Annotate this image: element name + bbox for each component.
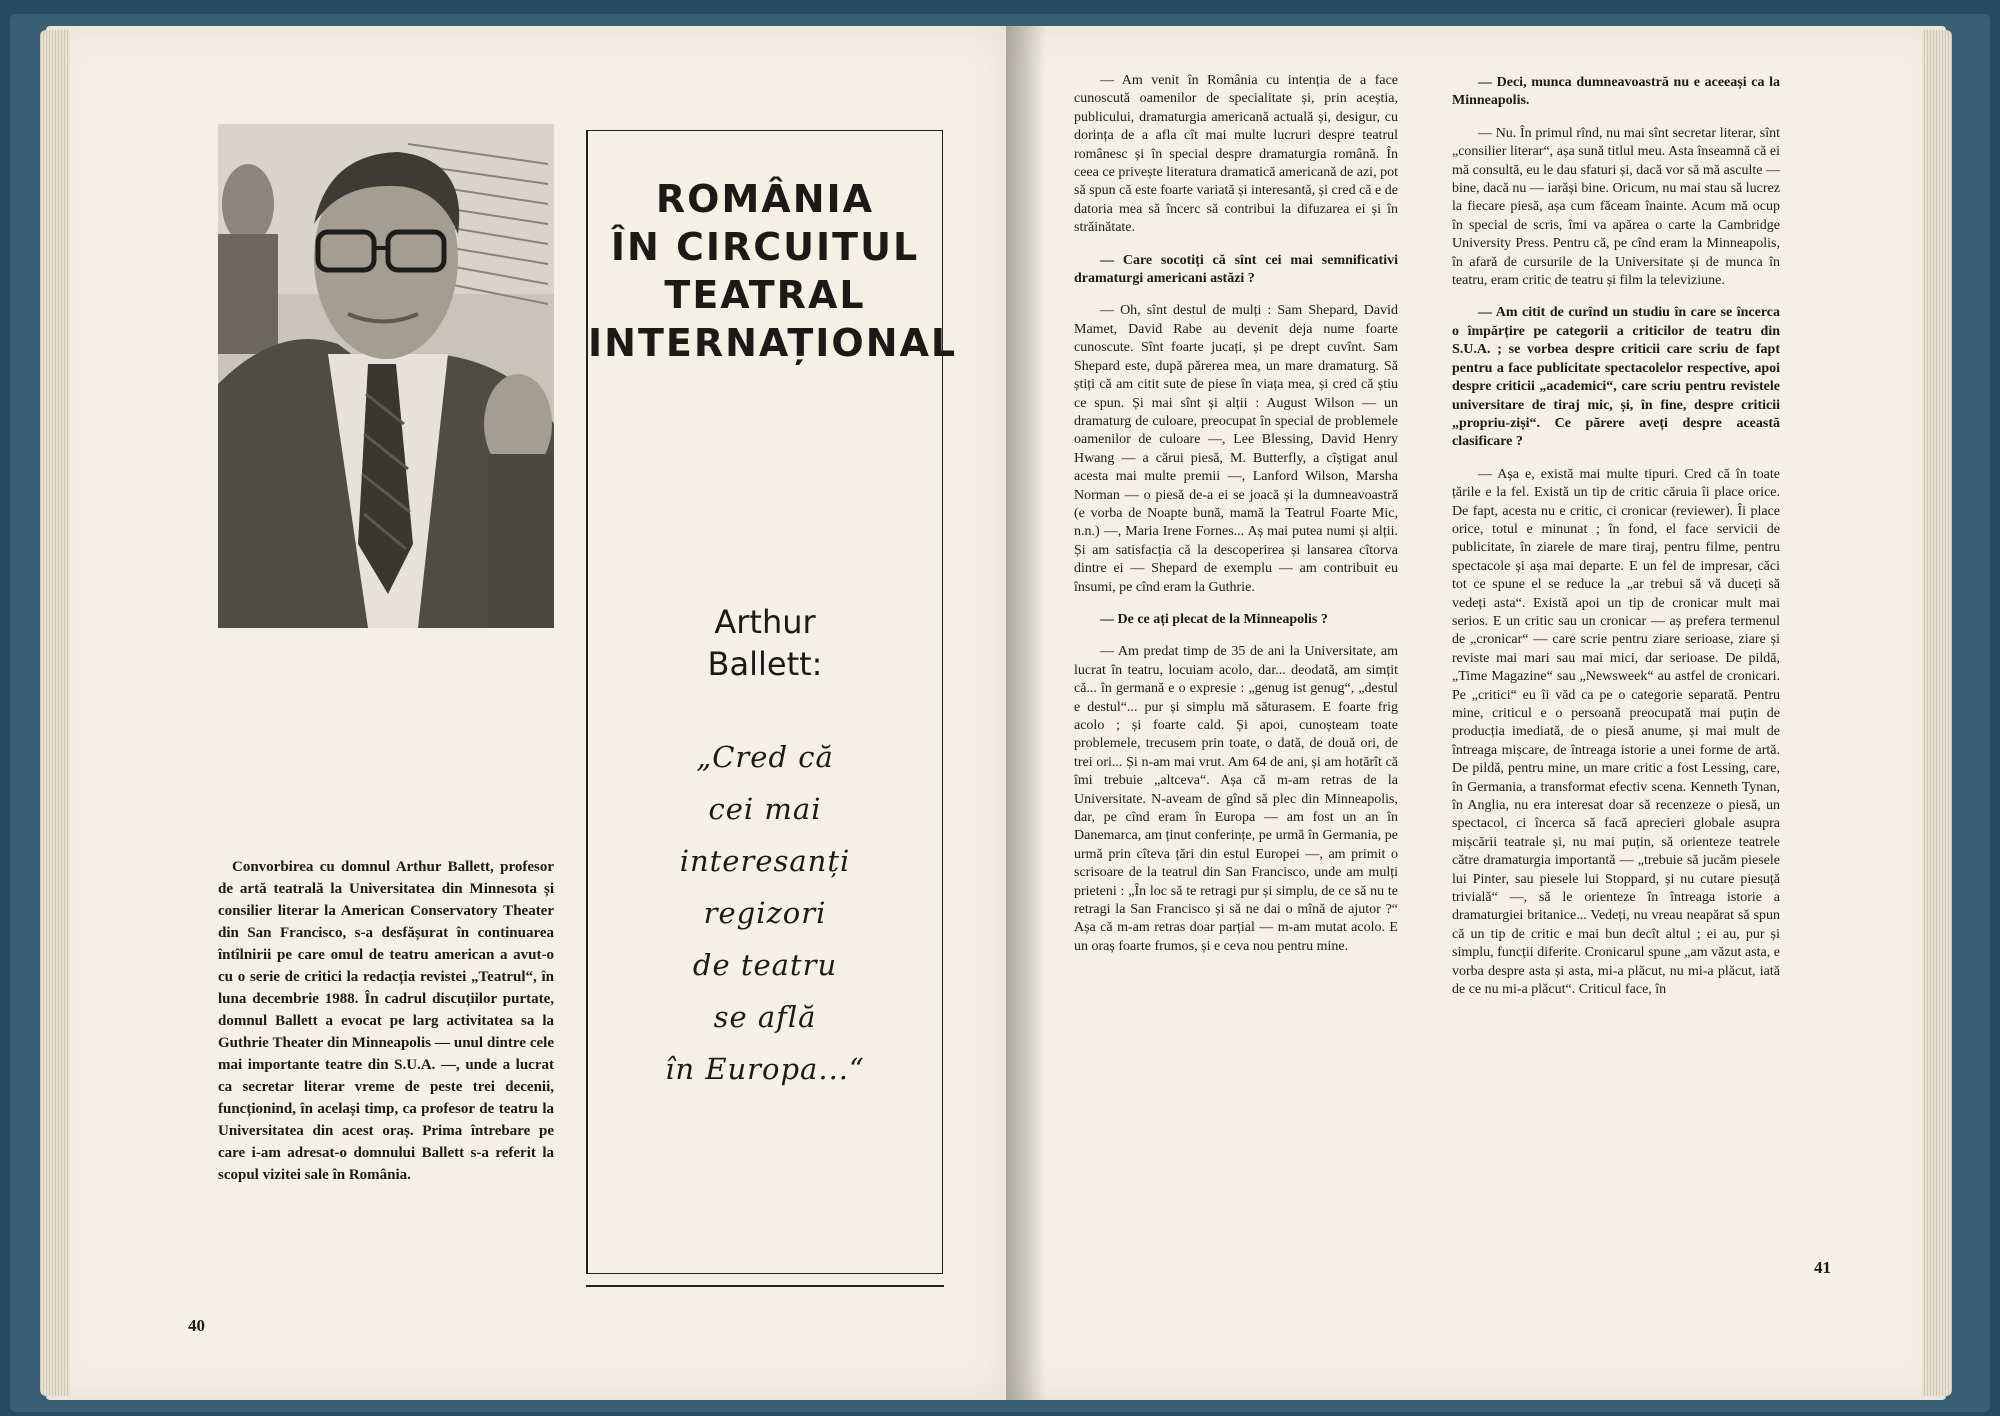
name-line: Arthur	[714, 603, 816, 641]
portrait-photo	[218, 124, 554, 628]
quote-line: cei mai	[708, 792, 822, 826]
page-number-right: 41	[1814, 1258, 1831, 1277]
page-left	[46, 26, 1006, 1400]
interview-question: — Am citit de curînd un studiu în care se încerca o împărțire pe categorii a criticilor de teatru din S.U.A. ; se vorbea despre criticii care scriu de fapt pentru a face publicitate spectacolelor respective, apoi despre criticii „academici“, care scriu pentru revistele universitare de tiraj mic, și, în fine, despre criticii „propriu-ziși“. Ce părere aveți despre această clasificare ?	[1452, 305, 1780, 450]
interview-column-2	[1452, 74, 1780, 1014]
page-number-left: 40	[188, 1316, 205, 1335]
headline-line: ÎN CIRCUITUL	[610, 225, 920, 269]
name-line: Ballett:	[707, 645, 823, 683]
interview-answer: — Așa e, există mai multe tipuri. Cred că în toate țările e la fel. Există un tip de critic căruia îi place orice. De fapt, acesta nu e critic, ci cronicar (reviewer). Îi place orice, totul e minunat ; în fond, el face servicii de publicitate, în ziarele de mare tiraj, pentru filme, pentru spectacole și așa mai departe. E un fel de impresar, căci tot ce spune el se reduce la „ar trebui să vă duceți să vedeți asta“. Există apoi un tip de cronicar mult mai serios. E un critic sau un cronicar — aș prefera termenul de „cronicar“ — care scrie pentru ziare serioase, ziare și reviste mai mari sau mai mici, dar serioase. De pildă, „Time Magazine“ sau „Newsweek“ au astfel de cronicari. Pe „critici“ eu îi văd ca pe o categorie separată. Pentru mine, criticul e o persoană preocupată mai puțin de producția imediată, de o piesă anume, și mai mult de întreaga mișcare, de întreaga istorie a unei forme de artă. De pildă, pentru mine, un mare critic a fost Lessing, care, în Germania, a transformat efectiv scena. Kenneth Tynan, în Anglia, nu era interesat doar să recenzeze o piesă, un spectacol, ci încerca să facă aprecieri globale asupra mișcării teatrale și, nu mai puțin, să orienteze teatrele către dramaturgia importantă — „trebuie să jucăm piesele lui Pinter, sau piesele lui Stoppard, și nu cutare piesuță trivială“ —, să le orienteze în întreaga istorie a dramaturgiei britanice... Vedeți, nu vreau neapărat să spun că un tip de critic e mai bun decît altul ; ei au, pur și simplu, funcții diferite. Cronicarul spune „am văzut asta, e vorba despre asta și asta, mi-a plăcut, nu mi-a plăcut, iată de ce nu mi-a plăcut“. Criticul face, în	[1452, 466, 1780, 998]
interview-question: — Deci, munca dumneavoastră nu e aceeași ca la Minneapolis.	[1452, 75, 1780, 109]
pull-quote	[588, 731, 942, 1095]
interview-question: — Care socotiți că sînt cei mai semnificativi dramaturgi americani astăzi ?	[1074, 252, 1398, 287]
headline-line: ROMÂNIA	[655, 177, 875, 221]
interview-answer: — Nu. În primul rînd, nu mai sînt secretar literar, sînt „consilier literar“, așa sună titlul meu. Asta înseamnă că ei mă consultă, eu le dau sfaturi și, dacă vor să mă asculte — bine, dacă nu — iarăși bine. Oricum, nu mai stau să lucrez la fiecare piesă, așa cum făceam înainte. Acum mă ocup în special de scris, îmi va apărea o carte la Cambridge University Press. Pentru că, pe cînd eram la Minneapolis, în afară de cursurile de la Universitate și de munca în teatru, eram critic de teatru și film la televiziune.	[1452, 125, 1780, 289]
quote-line: de teatru	[692, 948, 838, 982]
page-edges-left	[40, 30, 70, 1396]
interview-answer: — Oh, sînt destul de mulți : Sam Shepard, David Mamet, David Rabe au devenit deja nume foarte cunoscute. Sînt foarte jucați, și pe drept cuvînt. Sam Shepard este, după părerea mea, un mare dramaturg. Să știți că am citit sute de piese în viața mea, și cred că știu ce spun. Și mai sînt și alții : August Wilson — un dramaturg de culoare, preocupat în special de problemele oamenilor de culoare —, Lee Blessing, David Henry Hwang — a cărui piesă, M. Butterfly, a cîștigat anul acesta mai multe premii —, Lanford Wilson, Marsha Norman — o piesă de-a ei se joacă și la dumneavoastră (e vorba de Noapte bună, mamă la Teatrul Foarte Mic, n.n.) —, Maria Irene Fornes... Aș mai putea numi și alții. Și am satisfacția că la descoperirea și lansarea cîtorva dintre ei — Shepard de exemplu — am contribuit eu însumi, pe cînd eram la Guthrie.	[1074, 303, 1398, 595]
article-headline	[588, 175, 958, 367]
quote-line: în Europa...“	[665, 1052, 865, 1086]
interview-column-1	[1074, 72, 1398, 970]
portrait-photo-drawing	[218, 124, 554, 628]
intro-paragraph: Convorbirea cu domnul Arthur Ballett, profesor de artă teatrală la Universitatea din Minnesota și consilier literar la American Conservatory Theater din San Francisco, s-a desfășurat în continuarea întîlnirii pe care omul de teatru american a avut-o cu o serie de critici la redacția revistei „Teatrul“, în luna decembrie 1988. În cadrul discuțiilor purtate, domnul Ballett a evocat pe larg activitatea sa la Guthrie Theater din Minneapolis — unul dintre cele mai importante teatre din S.U.A. —, unde a lucrat ca secretar literar vreme de peste trei decenii, funcționind, în același timp, ca profesor de teatru la Universitatea din acest oraș. Prima întrebare pe care i-am adresat-o domnului Ballett s-a referit la scopul vizitei sale în România.	[218, 859, 554, 1183]
headline-box	[586, 130, 958, 1274]
quote-line: regizori	[703, 896, 827, 930]
gutter-shadow-right	[1006, 26, 1046, 1400]
quote-line: se află	[713, 1000, 817, 1034]
page-right	[1006, 26, 1946, 1400]
quote-line: interesanți	[679, 844, 851, 878]
page-edges-right	[1922, 30, 1952, 1396]
book-spread	[10, 14, 1990, 1412]
headline-line: INTERNAȚIONAL	[588, 321, 958, 365]
interview-question: — De ce ați plecat de la Minneapolis ?	[1100, 611, 1328, 627]
interview-answer: — Am venit în România cu intenția de a face cunoscută oamenilor de specialitate și, prin aceștia, publicului, dramaturgia americană actuală și, desigur, cu dorința de a afla cît mai multe lucruri despre teatrul românesc și în special despre dramaturgia română. În ceea ce privește literatura dramatică americană de azi, pot să spun că este foarte variată și interesantă, și cred că e de datoria mea să încerc să contribui la difuzarea ei și în străinătate.	[1074, 73, 1398, 236]
headline-box-bottom-rule	[586, 1285, 944, 1287]
headline-line: TEATRAL	[664, 273, 866, 317]
interviewee-name	[588, 601, 942, 685]
quote-line: „Cred că	[696, 740, 834, 774]
interview-answer: — Am predat timp de 35 de ani la Universitate, am lucrat în teatru, locuiam acolo, dar... deodată, am simțit că... în germană e o expresie : „genug ist genug“, „destul e destul“... pur și simplu mă săturasem. E foarte frig acolo ; și foarte cald. Și apoi, cunoșteam toate problemele, trecusem prin toate, o dată, de două ori, de trei ori... Și n-am mai vrut. Am 64 de ani, și am hotărît că îmi trebuie „altceva“. Așa că m-am retras de la Universitate. N-aveam de gînd să plec din Minneapolis, dar, pe cînd eram în Europa — am fost un an în Danemarca, am ținut conferințe, pe urmă în Germania, pe urmă prin cîteva țări din estul Europei —, am primit o scrisoare de la teatrul din San Francisco, unde am mulți prieteni : „În loc să te retragi pur și simplu, de ce să nu te retragi la San Francisco și să ne dai o mînă de ajutor ?“ Așa că m-am retras doar parțial — m-am mutat acolo. E un oraș foarte frumos, și e ceva nou pentru mine.	[1074, 644, 1398, 954]
